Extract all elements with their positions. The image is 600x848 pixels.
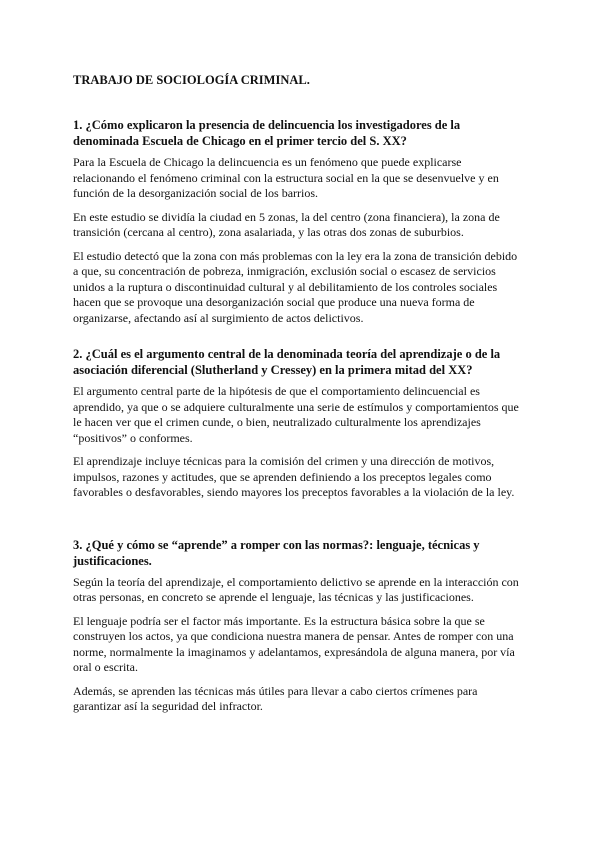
question-1: 1. ¿Cómo explicaron la presencia de delincuencia los investigadores de la denominada Escuela de Chicago en el primer tercio del S. XX? bbox=[73, 118, 461, 148]
document-title: TRABAJO DE SOCIOLOGÍA CRIMINAL. bbox=[73, 73, 310, 87]
section-3-paragraph-2: El lenguaje podría ser el factor más importante. Es la estructura básica sobre la que se construyen los actos, ya que condiciona nuestra manera de pensar. Antes de romper con una norme, normalmente la imaginamos y adelantamos, expresándola de alguna manera, por vía oral o escrita. bbox=[73, 613, 515, 674]
section-1-paragraph-3: El estudio detectó que la zona con más problemas con la ley era la zona de transición debido a que, su concentración de pobreza, inmigración, exclusión social o escasez de servicios unidos a la ruptura o discontinuidad cultural y al debilitamiento de los controles sociales hacen que se provoque una desorganización social que produce una nueva forma de organizarse, afectando así al surgimiento de actos delictivos. bbox=[73, 248, 518, 325]
section-2-paragraph-2: El aprendizaje incluye técnicas para la comisión del crimen y una dirección de motivos, impulsos, razones y actitudes, que se aprenden definiendo a los preceptos legales como favorables o desfavorables, siendo mayores los preceptos favorables a la violación de la ley. bbox=[73, 454, 515, 499]
section-1-paragraph-1: Para la Escuela de Chicago la delincuencia es un fenómeno que puede explicarse relacionando el fenómeno criminal con la estructura social en la que se desenvuelve y en función de la desorganización social de los barrios. bbox=[73, 155, 499, 200]
section-spacer bbox=[73, 334, 519, 346]
question-2: 2. ¿Cuál es el argumento central de la denominada teoría del aprendizaje o de la asociación diferencial (Slutherland y Cressey) en la primera mitad del XX? bbox=[73, 347, 501, 377]
section-spacer bbox=[73, 509, 519, 537]
section-3-paragraph-1: Según la teoría del aprendizaje, el comportamiento delictivo se aprende en la interacción con otras personas, en concreto se aprende el lenguaje, las técnicas y las justificaciones. bbox=[73, 574, 519, 604]
section-3 bbox=[73, 537, 519, 715]
section-3-paragraph-3: Además, se aprenden las técnicas más útiles para llevar a cabo ciertos crímenes para garantizar así la seguridad del infractor. bbox=[73, 683, 478, 713]
section-1 bbox=[73, 117, 519, 326]
document-body bbox=[73, 72, 519, 723]
question-3: 3. ¿Qué y cómo se “aprende” a romper con las normas?: lenguaje, técnicas y justificaciones. bbox=[73, 537, 480, 568]
section-2 bbox=[73, 346, 519, 501]
section-1-paragraph-2: En este estudio se dividía la ciudad en 5 zonas, la del centro (zona financiera), la zona de transición (cercana al centro), zona asalariada, y las otras dos zonas de suburbios. bbox=[73, 209, 500, 239]
section-2-paragraph-1: El argumento central parte de la hipótesis de que el comportamiento delincuencial es aprendido, ya que o se adquiere culturalmente una serie de estímulos y comportamientos que le hacen ver que el crimen cunde, o bien, neutralizado culturalmente los aprendizajes “positivos” o conformes. bbox=[73, 384, 519, 445]
